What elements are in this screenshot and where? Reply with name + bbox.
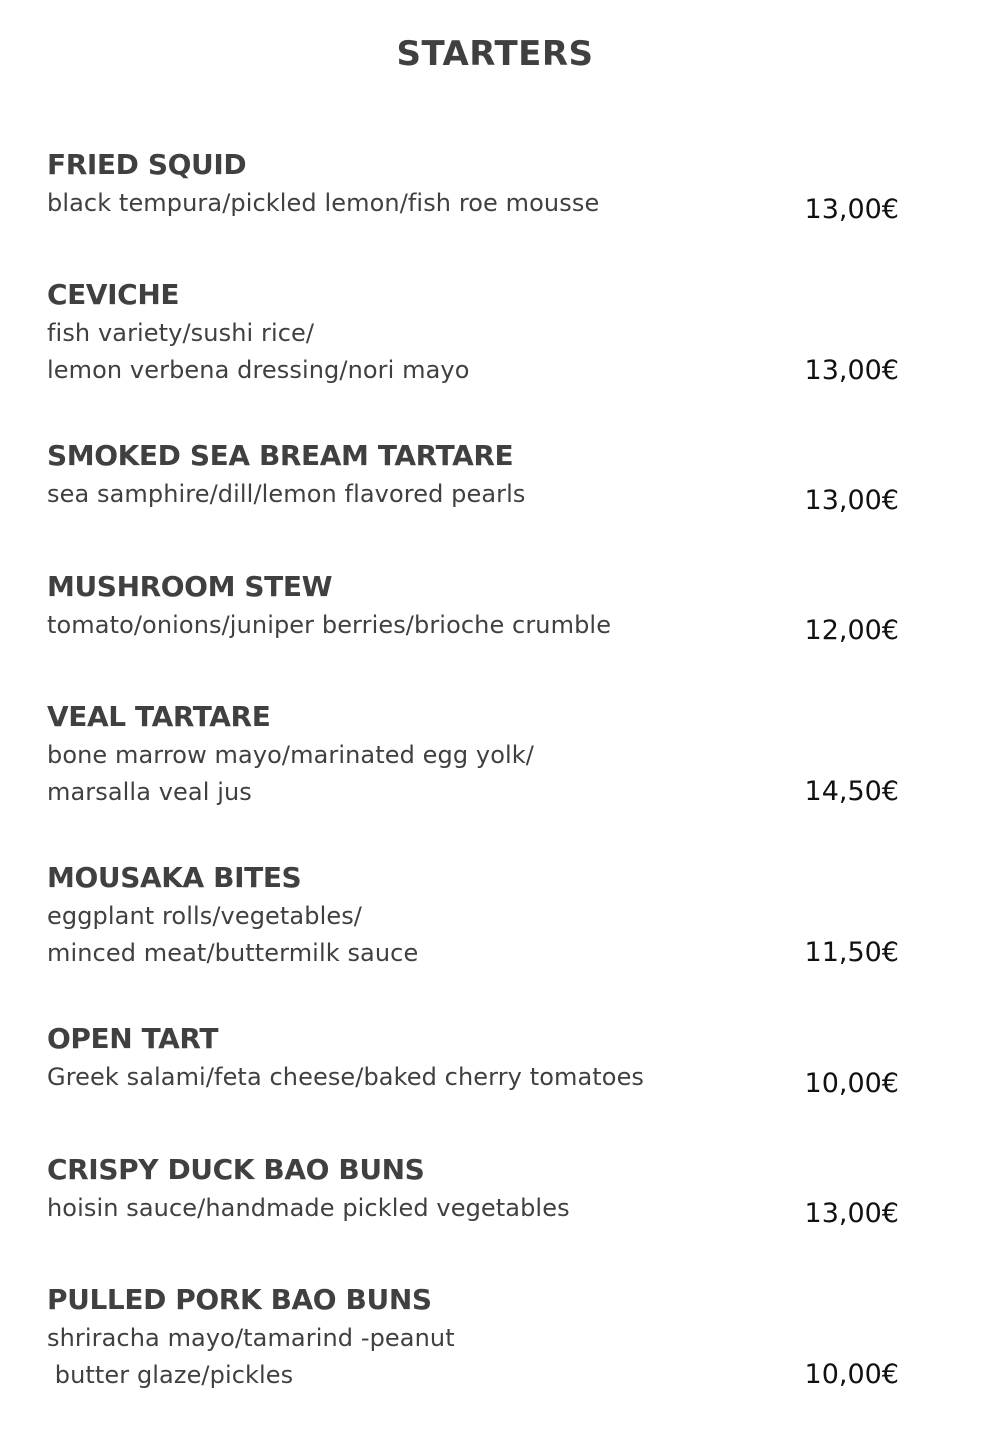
item-name: PULLED PORK BAO BUNS xyxy=(47,1283,432,1316)
item-description: sea samphire/dill/lemon flavored pearls xyxy=(47,480,526,508)
item-name: CRISPY DUCK BAO BUNS xyxy=(47,1153,425,1186)
menu-item-veal-tartare xyxy=(47,697,947,811)
item-name: SMOKED SEA BREAM TARTARE xyxy=(47,439,514,472)
item-description: Greek salami/feta cheese/baked cherry tomatoes xyxy=(47,1063,645,1091)
menu-item-fried-squid xyxy=(47,145,947,225)
page-title: STARTERS xyxy=(396,34,594,74)
item-name: MOUSAKA BITES xyxy=(47,861,302,894)
menu-item-mushroom-stew xyxy=(47,567,947,644)
menu-item-ceviche xyxy=(47,275,947,389)
menu-item-smoked-sea-bream-tartare xyxy=(47,436,947,516)
item-price: 11,50€ xyxy=(804,937,899,968)
item-price: 13,00€ xyxy=(804,485,899,516)
menu-item-crispy-duck-bao-buns xyxy=(47,1150,947,1227)
item-description: shriracha mayo/tamarind -peanut butter glaze/pickles xyxy=(47,1324,455,1389)
item-price: 13,00€ xyxy=(804,1198,899,1229)
item-name: CEVICHE xyxy=(47,278,180,311)
item-price: 12,00€ xyxy=(804,615,899,646)
item-name: FRIED SQUID xyxy=(47,148,247,181)
item-name: OPEN TART xyxy=(47,1022,219,1055)
item-description: tomato/onions/juniper berries/brioche crumble xyxy=(47,611,612,639)
menu-item-mousaka-bites xyxy=(47,858,947,972)
menu-item-pulled-pork-bao-buns xyxy=(47,1280,947,1394)
item-description: bone marrow mayo/marinated egg yolk/ marsalla veal jus xyxy=(47,741,534,806)
item-price: 13,00€ xyxy=(804,355,899,386)
item-name: MUSHROOM STEW xyxy=(47,570,333,603)
item-description: fish variety/sushi rice/ lemon verbena dressing/nori mayo xyxy=(47,319,470,384)
item-description: hoisin sauce/handmade pickled vegetables xyxy=(47,1194,570,1222)
item-name: VEAL TARTARE xyxy=(47,700,271,733)
item-price: 10,00€ xyxy=(804,1359,899,1390)
item-description: black tempura/pickled lemon/fish roe mousse xyxy=(47,189,600,217)
item-price: 14,50€ xyxy=(804,776,899,807)
item-price: 13,00€ xyxy=(804,194,899,225)
item-price: 10,00€ xyxy=(804,1068,899,1099)
item-description: eggplant rolls/vegetables/ minced meat/buttermilk sauce xyxy=(47,902,419,967)
menu-item-open-tart xyxy=(47,1019,947,1099)
